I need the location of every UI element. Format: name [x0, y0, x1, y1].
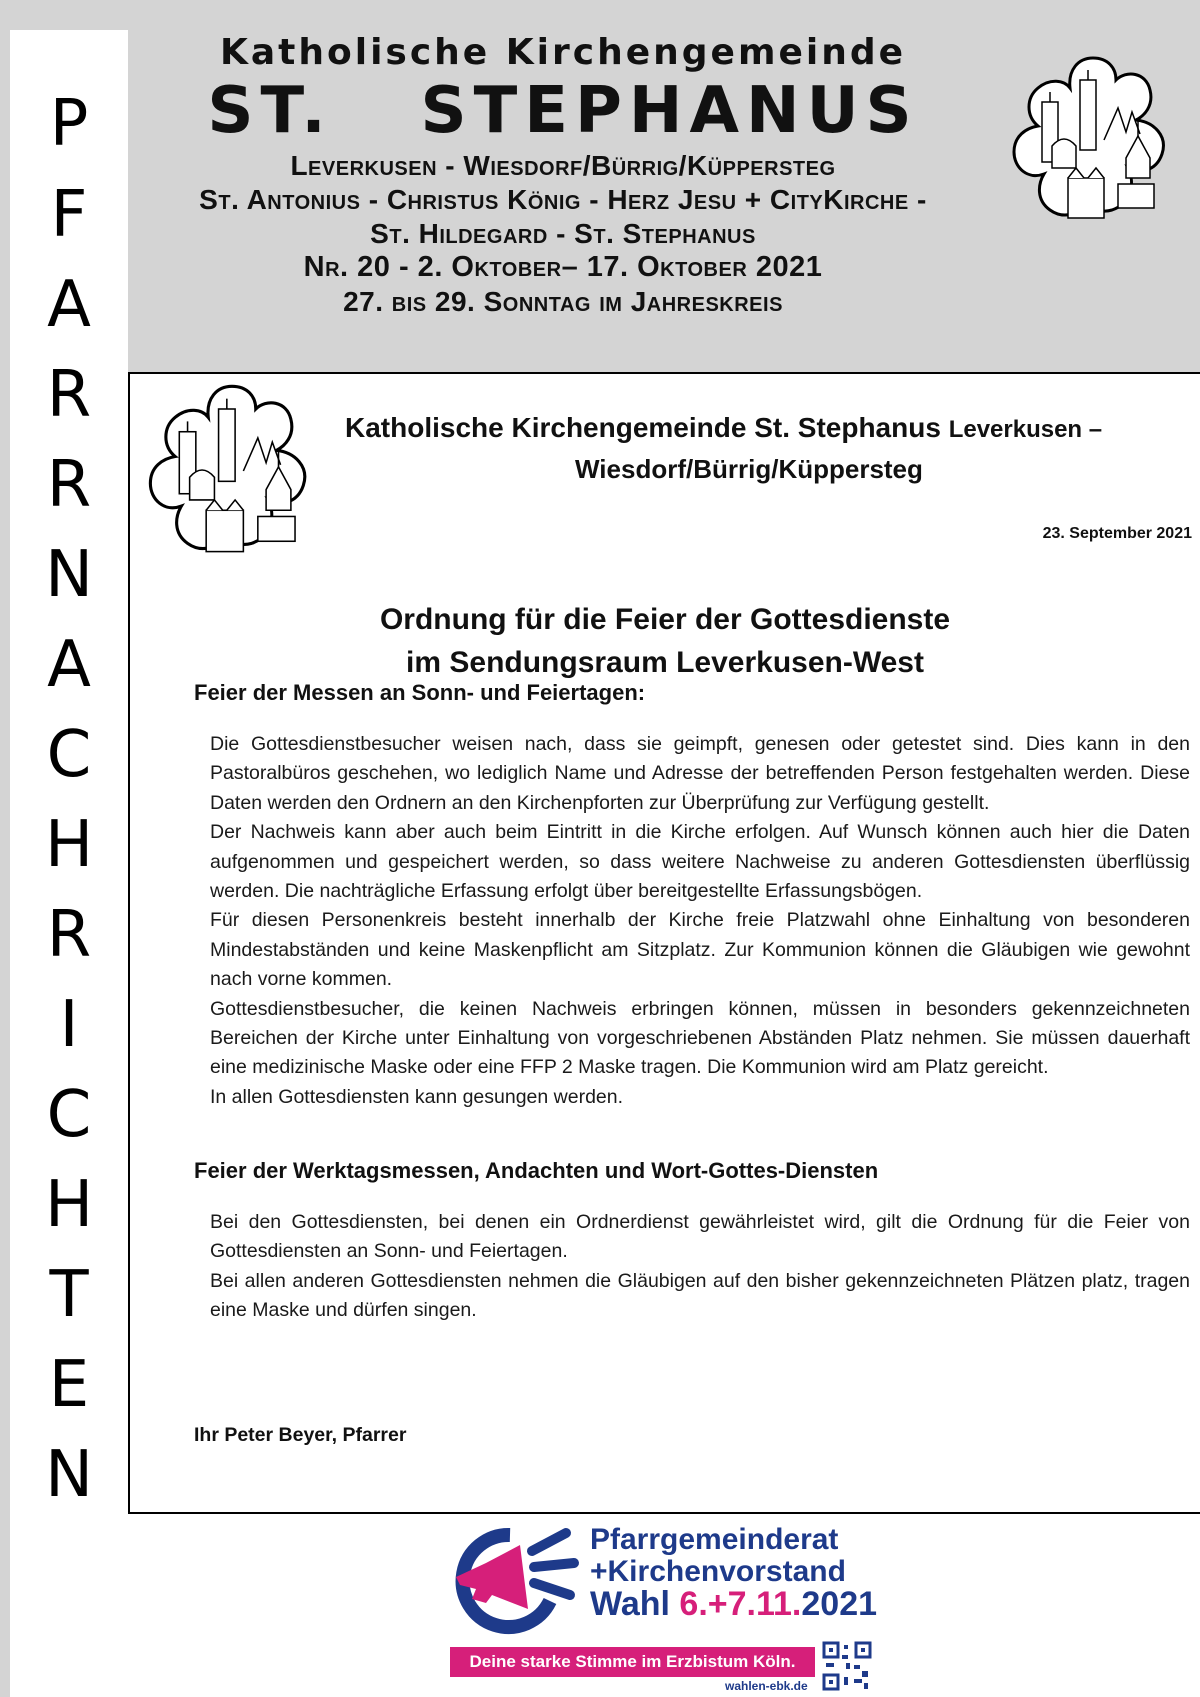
promo-date: 6.+7.11. — [679, 1585, 802, 1623]
signature: Ihr Peter Beyer, Pfarrer — [194, 1424, 407, 1446]
promo-wahl: Wahl — [590, 1585, 670, 1623]
org-name: Katholische Kirchengemeinde St. Stephanus — [345, 412, 941, 443]
promo-line-2: +Kirchenvorstand — [590, 1555, 846, 1588]
paragraph: Für diesen Personenkreis besteht innerhalb der Kirche freie Platzwahl ohne Einhaltung von besonderen Mindestabständen und keine Maskenpflicht am Sitzplatz. Zur Kommunion können die Gläubigen wie gewohnt nach vorne kommen. — [210, 909, 1190, 991]
title-letter: P — [49, 87, 89, 161]
parish-name: ST. STEPHANUS — [207, 74, 919, 148]
election-promo — [450, 1515, 900, 1697]
org-districts: Wiesdorf/Bürrig/Küppersteg — [575, 454, 923, 484]
title-letter: H — [44, 808, 94, 882]
paragraph: Bei allen anderen Gottesdiensten nehmen die Gläubigen auf den bisher gekennzeichneten Plätzen platz, tragen eine Maske und dürfen singen. — [210, 1269, 1190, 1322]
paragraph: Der Nachweis kann aber auch beim Eintritt in die Kirche erfolgen. Auf Wunsch können auch hier die Daten aufgenommen und gespeichert werden, so dass weitere Nachweise zu anderen Gottesdiensten überflüssig werden. Die nachträgliche Erfassung erfolgt über bereitgestellte Erfassungsbögen. — [210, 821, 1190, 903]
churches-line-1: St. Antonius - Christus König - Herz Jesu + CityKirche - — [199, 184, 927, 215]
title-letter: R — [46, 448, 92, 522]
announcement-box — [128, 372, 1200, 1514]
title-letter: C — [46, 718, 92, 792]
title-letter: T — [49, 1258, 89, 1332]
section-body-weekday — [210, 1208, 1190, 1326]
parish-line: Katholische Kirchengemeinde — [219, 32, 907, 73]
title-letter: H — [44, 1168, 94, 1242]
issue-line: Nr. 20 - 2. Oktober– 17. Oktober 2021 — [303, 251, 823, 283]
masthead — [128, 0, 1200, 372]
title-letter: E — [48, 1348, 90, 1422]
paragraph: Bei den Gottesdiensten, bei denen ein Ordnerdienst gewährleistet wird, gilt die Ordnung für die Feier von Gottesdiensten an Sonn- und Feiertagen. — [210, 1211, 1190, 1263]
org-city: Leverkusen – — [948, 416, 1103, 443]
title-line-1: Ordnung für die Feier der Gottesdienste — [379, 603, 951, 636]
title-letter: N — [45, 538, 93, 612]
title-line-2: im Sendungsraum Leverkusen-West — [406, 646, 924, 679]
promo-line-3 — [590, 1585, 877, 1624]
sunday-line: 27. bis 29. Sonntag im Jahreskreis — [343, 286, 783, 317]
sidebar-frame — [0, 0, 128, 1697]
qr-code-icon[interactable] — [822, 1641, 872, 1691]
title-letter: A — [47, 628, 91, 702]
paragraph: Die Gottesdienstbesucher weisen nach, dass sie geimpft, genesen oder getestet sind. Dies kann in den Pastoralbüros geschehen, wo lediglich Name und Adresse der betreffenden Person festgehalten werden. Diese Daten werden den Ordnern an den Kirchenpforten zur Überprüfung zur Verfügung gestellt. — [210, 733, 1190, 814]
title-letter: I — [59, 988, 79, 1062]
promo-url[interactable]: wahlen-ebk.de — [725, 1679, 808, 1693]
promo-slogan: Deine starke Stimme im Erzbistum Köln. — [450, 1647, 815, 1677]
section-body-sunday — [210, 730, 1190, 1112]
letter-org-heading — [345, 412, 1195, 444]
parish-logo — [142, 378, 322, 568]
churches-line-2: St. Hildegard - St. Stephanus — [370, 218, 756, 249]
section-heading-sunday: Feier der Messen an Sonn- und Feiertagen: — [194, 680, 646, 705]
title-letter: C — [46, 1078, 92, 1152]
document-title — [130, 598, 1200, 684]
letter-date: 23. September 2021 — [1042, 525, 1192, 542]
title-letter: F — [50, 178, 88, 252]
promo-year: 2021 — [801, 1585, 878, 1623]
districts-line: Leverkusen - Wiesdorf/Bürrig/Küppersteg — [290, 150, 836, 181]
promo-line-1: Pfarrgemeinderat — [590, 1523, 839, 1556]
parish-logo — [1008, 50, 1178, 234]
title-letter: R — [46, 898, 92, 972]
content-area — [128, 372, 1200, 1697]
title-letter: R — [46, 358, 92, 432]
title-letter: N — [45, 1438, 93, 1512]
vertical-title — [10, 30, 128, 1697]
section-heading-weekday: Feier der Werktagsmessen, Andachten und Wort-Gottes-Diensten — [194, 1158, 879, 1183]
paragraph: Gottesdienstbesucher, die keinen Nachweis erbringen können, müssen in besonders gekennzeichneten Bereichen der Kirche unter Einhaltung von vorgeschriebenen Abständen Platz nehmen. Sie müssen dauerhaft eine medizinische Maske oder eine FFP 2 Maske tragen. Die Kommunion wird am Platz gereicht. — [210, 997, 1190, 1079]
paragraph: In allen Gottesdiensten kann gesungen werden. — [210, 1085, 624, 1108]
megaphone-icon — [450, 1515, 590, 1635]
title-letter: A — [47, 268, 91, 342]
